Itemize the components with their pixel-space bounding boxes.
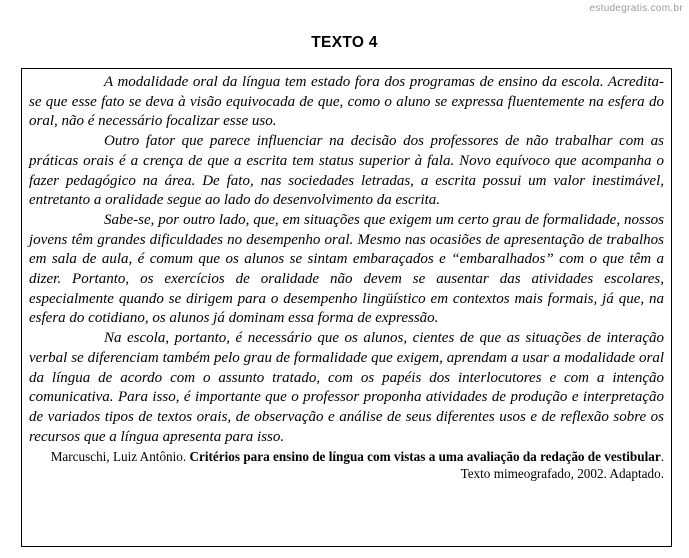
page-title: TEXTO 4 (311, 34, 378, 51)
watermark: estudegratis.com.br (589, 3, 683, 14)
source-details: . Texto mimeografado, 2002. Adaptado. (460, 449, 664, 482)
source-citation (29, 448, 664, 482)
paragraph-3: Sabe-se, por outro lado, que, em situações que exigem um certo grau de formalidade, nossos jovens têm grandes dificuldades no desempenho oral. Mesmo nas ocasiões de apresentação de trabalhos em sala de aula, é comum que os alunos se sintam embaraçados e “embaralhados” com o que têm a dizer. Portanto, os exercícios de oralidade não devem se ausentar das atividades escolares, especialmente quando se dirigem para o desempenho lingüístico em contextos mais formais, já que, na esfera do cotidiano, os alunos já dominam essa forma de expressão. (29, 211, 664, 327)
text-box (21, 68, 672, 547)
source-work-title: Critérios para ensino de língua com vistas a uma avaliação da redação de vestibular (189, 449, 661, 465)
paragraph-2: Outro fator que parece influenciar na decisão dos professores de não trabalhar com as práticas orais é a crença de que a escrita tem status superior à fala. Novo equívoco que acompanha o fazer pedagógico na área. De fato, nas sociedades letradas, a escrita possui um valor inestimável, entretanto a oralidade segue ao lado do desenvolvimento da escrita. (29, 133, 664, 209)
paragraph-1: A modalidade oral da língua tem estado fora dos programas de ensino da escola. Acredita-se que esse fato se deva à visão equivocada de que, como o aluno se expressa fluentemente na esfera do oral, não é necessário focalizar esse uso. (29, 74, 664, 130)
source-author: Marcuschi, Luiz Antônio. (50, 449, 187, 465)
paragraph-4: Na escola, portanto, é necessário que os alunos, cientes de que as situações de interação verbal se diferenciam também pelo grau de formalidade que exigem, aprendam a usar a modalidade oral da língua de acordo com o assunto tratado, com os papéis dos interlocutores e com a intenção comunicativa. Para isso, é importante que o professor proponha atividades de produção e interpretação de variados tipos de textos orais, de observação e análise de seus diferentes usos e de reflexão sobre os recursos que a língua apresenta para isso. (29, 330, 664, 445)
